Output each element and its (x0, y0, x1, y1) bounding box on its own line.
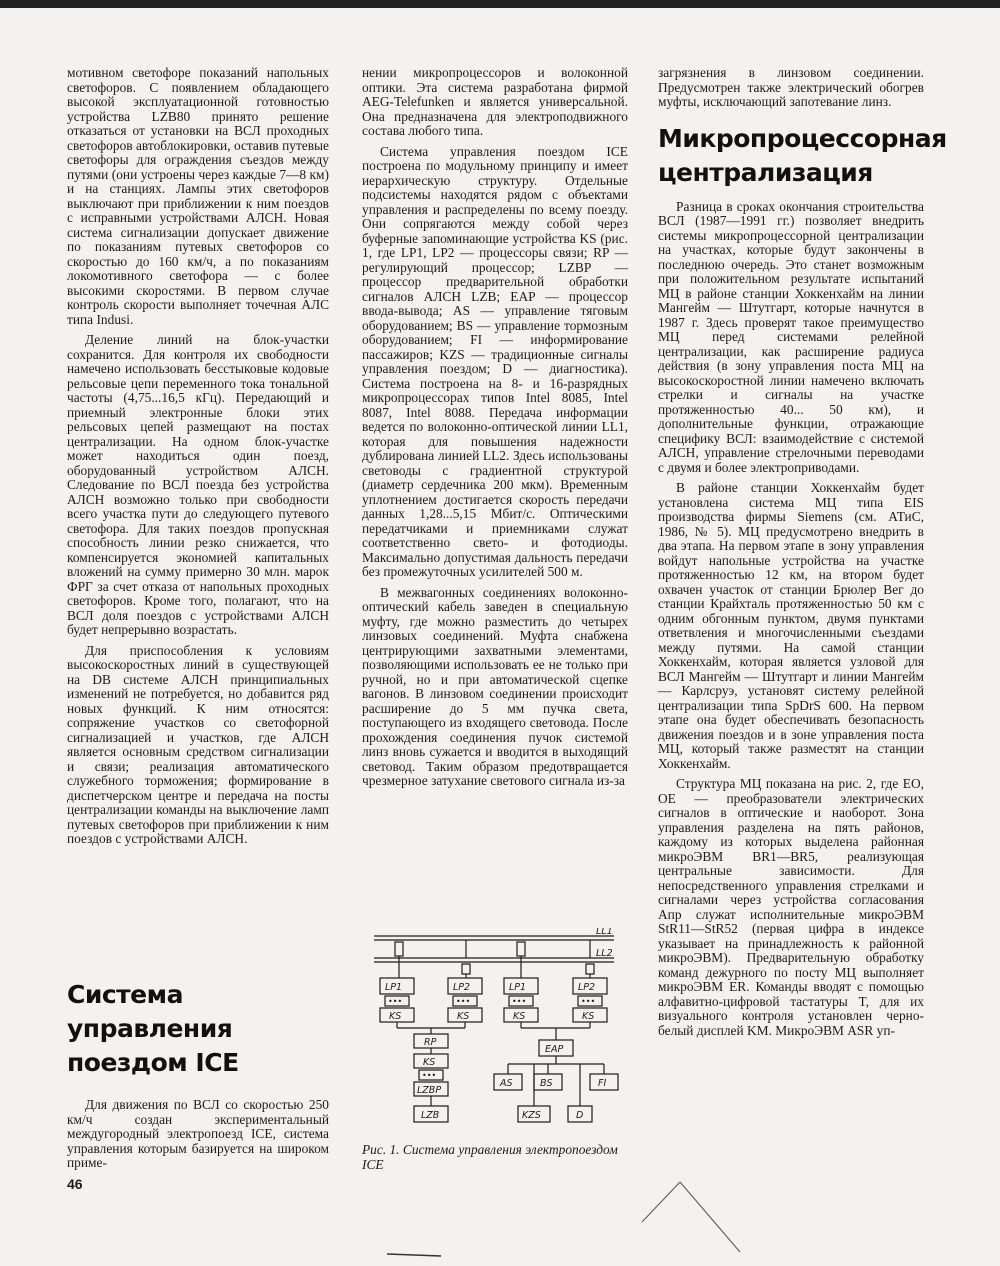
block-label: AS (500, 1078, 513, 1089)
paragraph: Разница в сроках окончания строительства ВСЛ (1987—1991 гг.) позволяет внедрить системы микропроцессорной централизации на участках, которые будут закончены в последнюю очередь. Это станет возможным при положительном результате испытаний МЦ в районе станции Хоккенхайм на линии Мангейм — Штутгарт, которые начнутся в 1987 г. Здесь проверят такое преимущество МЦ перед системами релейной централизации, как расширение радиуса действия (в зону управления поста МЦ на высокоскоростной линии намечено включать стрелки и сигналы на участке протяженностью 40... 50 км), и дополнительные функции, отражающие специфику ВСЛ: взаимодействие с системой АЛСН, управление стрелочными переводами с двумя и более электроприводами. (658, 198, 924, 475)
block-label: FI (598, 1078, 607, 1089)
buffer-mark: ••• (581, 997, 596, 1006)
block-label: KS (423, 1057, 436, 1068)
heading-line: поездом ICE (67, 1048, 239, 1077)
bus-label-ll2: LL2 (596, 948, 613, 959)
paragraph: Деление линий на блок-участки сохранится. Для контроля их свободности намечено использовать бесстыковые кодовые рельсовые цепи переменного тока тональной частоты (4,75...16,5 кГц). Передающий и приемный электронные блоки этих рельсовых цепей размещают на постах централизации. На одном блок-участке может находиться один поезд, оборудованный устройством АЛСН. Следование по ВСЛ поезда без устройства АЛСН возможно только при свободности всего участка пути до следующего путевого светофора. Для таких поездов пропускная способность линии резко снижается, что компенсируется экономией капитальных вложений на сумму примерно 30 млн. марок ФРГ за счет отказа от напольных проходных светофоров. Кроме того, полагают, что на ВСЛ доля поездов с устройствами АЛСН будет непрерывно возрастать. (67, 332, 329, 637)
buffer-mark: ••• (512, 997, 527, 1006)
scratch-mark (640, 1170, 760, 1260)
block-label: LP2 (578, 982, 596, 993)
section-heading-mc: Микропроцессорная (658, 123, 947, 153)
paragraph: Система управления поездом ICE построена по модульному принципу и имеет иерархическую структуру. Отдельные подсистемы находятся рядом с объектами управления и распределены по всему поезду. Они сопрягаются между собой через буферные запоминающие устройства KS (рис. 1, где LP1, LP2 — процессоры связи; RP — регулирующий процессор; LZBP — процессор предварительной обработки сигналов АЛСН LZB; EAP — процессор ввода-вывода; AS — управление тяговым оборудованием; BS — управление тормозным оборудованием; FI — информирование пассажиров; KZS — традиционные сигналы управления поездом; D — диагностика). Система построена на 8- и 16-разрядных микропроцессорах типов Intel 8085, Intel 8087, Intel 8088. Передача информации ведется по волоконно-оптической линии LL1, которая для повышения надежности дублирована линией LL2. Здесь использованы световоды с градиентной структурой (диаметр сердечника 200 мкм). Временным уплотнением достигается скорость передачи данных 1,28...5,15 Мбит/с. Оптическими передатчиками и приемниками служат соответственно свето- и фотодиоды. Максимально допустимая дальность передачи без промежуточных усилителей 500 м. (362, 143, 628, 579)
top-edge-band (0, 0, 1000, 8)
block-label: KS (582, 1011, 595, 1022)
paragraph: В межвагонных соединениях волоконно-оптический кабель заведен в специальную муфту, где можно разместить до четырех линзовых соединений. Муфта снабжена центрирующими захватными элементами, позволяющими использовать ее не только при ручной, но и при автоматической сцепке вагонов. В линзовом соединении происходит расширение до 5 мм пучка света, поступающего из входящего световода. После прохождения соединения пучок системой линз вновь сужается и вводится в выходящий световод. Таким образом предотвращается чрезмерное затухание светового сигнала из-за (362, 584, 628, 788)
block-label: LP1 (385, 982, 403, 993)
paragraph: Структура МЦ показана на рис. 2, где EO, OE — преобразователи электрических сигналов в оптические и наоборот. Зона управления разделена на пять районов, каждому из которых выделена районная микроЭВМ BR1—BR5, реализующая центральные зависимости. Для непосредственного управления стрелками и сигналами через устройства согласования Апр служат исполнительные микроЭВМ StR11—StR52 (первая цифра в индексе указывает на принадлежность к районной микроЭВМ). Предварительную обработку команд дежурного по посту МЦ выполняет микроЭВМ ER. Команды вводят с помощью алфавитно-цифровой тастатуры T, для их визуального контроля установлен черно-белый дисплей KM. МикроЭВМ ASR уп- (658, 776, 924, 1038)
column-1-bottom (67, 1098, 329, 1171)
buffer-mark: ••• (388, 997, 403, 1006)
bus-label-ll1: LL1 (596, 928, 613, 937)
block-label: KZS (522, 1110, 541, 1121)
heading-line: Система (67, 980, 183, 1009)
block-label: KS (513, 1011, 526, 1022)
paragraph: В районе станции Хоккенхайм будет установлена система МЦ типа EIS производства фирмы Siemens (см. АТиС, 1986, № 5). МЦ предусмотрено внедрить в два этапа. На первом этапе в зону управления войдут напольные устройства на участке протяженностью 12 км, на втором будет охвачен участок от станции Брюлер Вег до станции Крайхталь протяженностью 50 км с одним обгонным пунктом, двумя пунктами ответвления и многочисленными съездами между путями. На самой станции Хоккенхайм, которая является узловой для ВСЛ Мангейм — Штутгарт и линии Мангейм — Карлсруэ, установят систему релейной централизации типа SpDrS 600. На первом этапе она будет обеспечивать безопасность движения поездов и в зоне управления поста МЦ, который также разместят на станции Хоккенхайм. (658, 480, 924, 771)
heading-line: управления (67, 1014, 233, 1043)
paragraph: Для движения по ВСЛ со скоростью 250 км/ч создан экспериментальный междугородный электропоезд ICE, система управления которым базируется на широком приме- (67, 1097, 329, 1170)
paragraph: нении микропроцессоров и волоконной оптики. Эта система разработана фирмой AEG-Telefunken и является универсальной. Она предназначена для электроподвижного состава любого типа. (362, 65, 628, 138)
block-label: BS (540, 1078, 553, 1089)
figure-1-diagram (368, 928, 626, 1133)
figure-caption: Рис. 1. Система управления электропоездом ICE (362, 1142, 618, 1172)
block-label: KS (389, 1011, 402, 1022)
block-label: LP1 (509, 982, 527, 993)
page-number: 46 (67, 1176, 83, 1192)
paragraph: мотивном светофоре показаний напольных светофоров. С появлением обладающего высокой эксплуатационной готовностью устройства LZB80 принято решение отказаться от установки на ВСЛ проходных светофоров автоблокировки, оставив путевые светофоры для ограждения съездов между путями (они устроены через каждые 7—8 км) и на станциях. Лампы этих светофоров выключают при приближении к ним поездов с исправными устройствами АЛСН. Новая система сигнализации допускает движение по показаниям путевых светофоров со скоростью до 160 км/ч, а по показаниям локомотивного светофора — с более высокими скоростями. В первом случае контроль скорости выполняет точечная АЛС типа Indusi. (67, 65, 329, 327)
block-label: EAP (545, 1044, 564, 1055)
paragraph: загрязнения в линзовом соединении. Предусмотрен также электрический обогрев муфты, исключающий запотевание линз. (658, 65, 924, 109)
block-label: D (576, 1110, 584, 1121)
column-1 (67, 66, 329, 847)
scratch-mark (385, 1250, 445, 1260)
buffer-mark: ••• (456, 997, 471, 1006)
block-label: LZB (421, 1110, 440, 1121)
column-3 (658, 65, 947, 1038)
section-heading-ice (67, 978, 329, 1080)
block-label: RP (424, 1037, 437, 1048)
column-2 (362, 66, 628, 789)
buffer-mark: ••• (422, 1071, 437, 1080)
block-label: KS (457, 1011, 470, 1022)
section-heading-mc: централизация (658, 157, 873, 187)
paragraph: Для приспособления к условиям высокоскоростных линий в существующей на DB системе АЛСН принципиальных изменений не потребуется, но добавится ряд новых функций. К ним относятся: сопряжение участков со светофорной сигнализацией и участков, где АЛСН является основным средством сигнализации и связи; реализация автоматического служебного торможения; формирование в диспетчерском центре и передача на посты централизации команды на выключение ламп путевых светофоров при приближении к ним поездов с устройствами АЛСН. (67, 642, 329, 846)
block-label: LZBP (417, 1085, 442, 1096)
block-label: LP2 (453, 982, 471, 993)
